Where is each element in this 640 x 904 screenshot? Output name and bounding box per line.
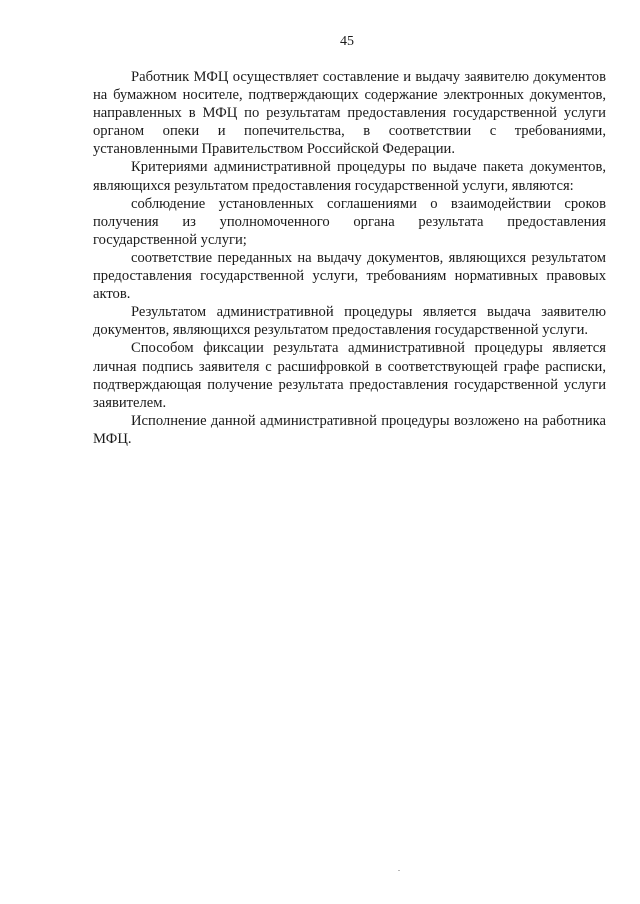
page-number: 45 xyxy=(340,34,354,49)
paragraph: соблюдение установленных соглашениями о взаимодействии сроков получения из уполномоченного органа результата предоставления государственной услуги; xyxy=(93,195,606,248)
paragraph: Работник МФЦ осуществляет составление и выдачу заявителю документов на бумажном носителе, подтверждающих содержание электронных документов, направленных в МФЦ по результатам предоставления государственной услуги органом опеки и попечительства, в соответствии с требованиями, установленными Правительством Российской Федерации. xyxy=(93,69,606,158)
paragraph: соответствие переданных на выдачу документов, являющихся результатом предоставления государственной услуги, требованиям нормативных правовых актов. xyxy=(93,249,606,303)
paragraph: Критериями административной процедуры по выдаче пакета документов, являющихся результатом предоставления государственной услуги, являются: xyxy=(93,159,606,194)
paragraph: Результатом административной процедуры является выдача заявителю документов, являющихся результатом предоставления государственной услуги. xyxy=(93,304,606,339)
paragraph: Исполнение данной административной процедуры возложено на работника МФЦ. xyxy=(93,412,606,447)
document-body xyxy=(93,68,606,448)
scan-speck xyxy=(398,870,400,871)
paragraph: Способом фиксации результата административной процедуры является личная подпись заявителя с расшифровкой в соответствующей графе расписки, подтверждающая получение результата предоставления государственной услуги заявителем. xyxy=(93,340,606,411)
